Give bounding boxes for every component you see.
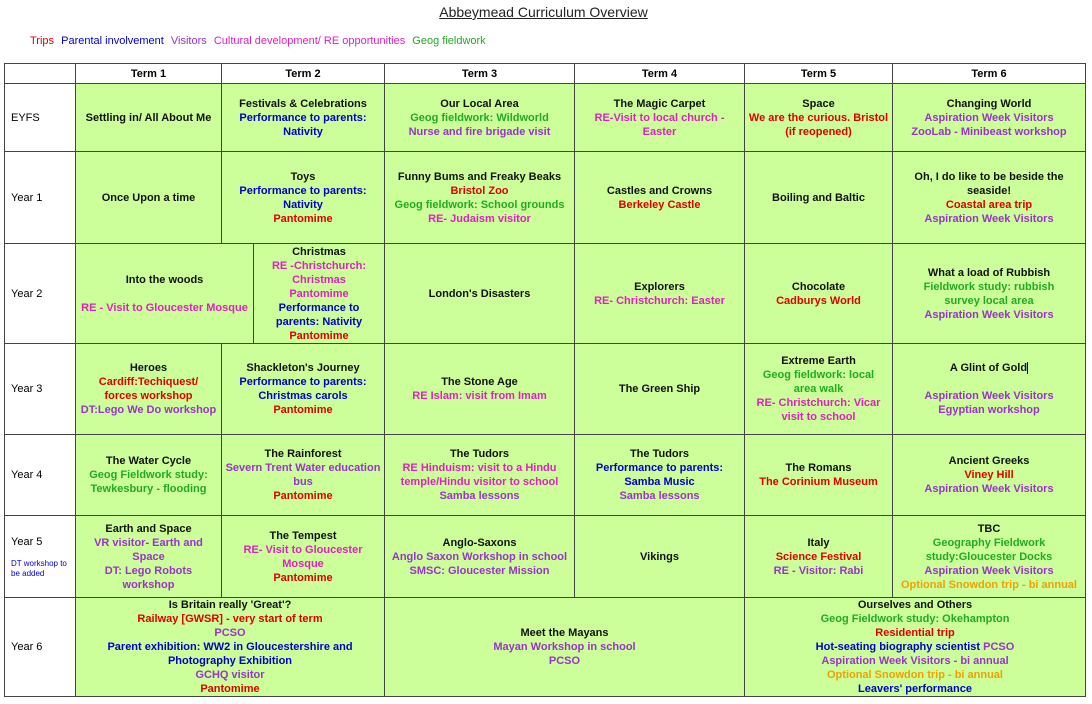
cell-y4-t6[interactable]: Ancient Greeks Viney Hill Aspiration Week Visitors xyxy=(893,435,1086,516)
cell-y2-t6[interactable]: What a load of Rubbish Fieldwork study: rubbish survey local area Aspiration Week Visitors xyxy=(893,244,1086,344)
dt-workshop-note: DT workshop to be added xyxy=(11,558,67,578)
cell-y2-t1-t2 xyxy=(76,244,385,344)
curriculum-table xyxy=(4,63,1086,697)
header-term3: Term 3 xyxy=(385,64,575,84)
header-term4: Term 4 xyxy=(575,64,745,84)
row-label: Year 6 xyxy=(5,598,76,697)
row-eyfs xyxy=(5,84,1086,152)
header-row xyxy=(5,64,1086,84)
legend-cultural: Cultural development/ RE opportunities xyxy=(213,35,406,47)
cell-y3-t5[interactable]: Extreme Earth Geog fieldwork: local area walk RE- Christchurch: Vicar visit to school xyxy=(745,344,893,435)
header-term1: Term 1 xyxy=(76,64,222,84)
cell-y5-t4[interactable]: Vikings xyxy=(575,516,745,598)
cell-y2-t3[interactable]: London's Disasters xyxy=(385,244,575,344)
cell-y1-t5[interactable]: Boiling and Baltic xyxy=(745,152,893,244)
cell-y4-t5[interactable]: The Romans The Corinium Museum xyxy=(745,435,893,516)
cell-eyfs-t6[interactable]: Changing World Aspiration Week Visitors ZooLab - Minibeast workshop xyxy=(893,84,1086,152)
cell-y6-t5-t6[interactable]: Ourselves and Others Geog Fieldwork study: Okehampton Residential trip Hot-seating biography scientist PCSO Aspiration Week Visitors - bi annual Optional Snowdon trip - bi annual Leavers' performance xyxy=(745,598,1086,697)
cell-y1-t6[interactable]: Oh, I do like to be beside the seaside! Coastal area trip Aspiration Week Visitors xyxy=(893,152,1086,244)
color-legend xyxy=(30,35,490,47)
cell-y5-t1[interactable]: Earth and Space VR visitor- Earth and Space DT: Lego Robots workshop xyxy=(76,516,222,598)
cell-y3-t1[interactable]: Heroes Cardiff:Techiquest/ forces workshop DT:Lego We Do workshop xyxy=(76,344,222,435)
header-term2: Term 2 xyxy=(222,64,385,84)
cell-eyfs-t5[interactable]: Space We are the curious. Bristol (if reopened) xyxy=(745,84,893,152)
cell-y5-t3[interactable]: Anglo-Saxons Anglo Saxon Workshop in school SMSC: Gloucester Mission xyxy=(385,516,575,598)
cell-y4-t2[interactable]: The Rainforest Severn Trent Water education bus Pantomime xyxy=(222,435,385,516)
cell-eyfs-t3[interactable]: Our Local Area Geog fieldwork: Wildworld Nurse and fire brigade visit xyxy=(385,84,575,152)
cell-eyfs-t1[interactable]: Settling in/ All About Me xyxy=(76,84,222,152)
cell-y3-t3[interactable]: The Stone Age RE Islam: visit from Imam xyxy=(385,344,575,435)
cell-y1-t3[interactable]: Funny Bums and Freaky Beaks Bristol Zoo Geog fieldwork: School grounds RE- Judaism visitor xyxy=(385,152,575,244)
row-label: Year 5 DT workshop to be added xyxy=(5,516,76,598)
legend-parental: Parental involvement xyxy=(61,35,164,47)
header-term5: Term 5 xyxy=(745,64,893,84)
row-label: EYFS xyxy=(5,84,76,152)
text-cursor xyxy=(1027,362,1028,374)
row-label: Year 2 xyxy=(5,244,76,344)
legend-geog: Geog fieldwork xyxy=(412,35,486,47)
cell-y6-t1-t2[interactable]: Is Britain really 'Great'? Railway [GWSR] - very start of term PCSO Parent exhibition: WW2 in Gloucestershire and Photography Exhibition GCHQ visitor Pantomime xyxy=(76,598,385,697)
row-label: Year 3 xyxy=(5,344,76,435)
cell-eyfs-t4[interactable]: The Magic Carpet RE-Visit to local church - Easter xyxy=(575,84,745,152)
cell-y1-t4[interactable]: Castles and Crowns Berkeley Castle xyxy=(575,152,745,244)
cell-y4-t1[interactable]: The Water Cycle Geog Fieldwork study: Tewkesbury - flooding xyxy=(76,435,222,516)
row-year6 xyxy=(5,598,1086,697)
row-label: Year 1 xyxy=(5,152,76,244)
cell-y2-t2[interactable]: Christmas RE -Christchurch: Christmas Pantomime Performance to parents: Nativity Pantomime xyxy=(271,245,367,342)
cell-y2-t1[interactable]: Into the woods RE - Visit to Gloucester Mosque xyxy=(76,244,254,343)
cell-y5-t2[interactable]: The Tempest RE- Visit to Gloucester Mosque Pantomime xyxy=(222,516,385,598)
row-year4 xyxy=(5,435,1086,516)
cell-y4-t4[interactable]: The Tudors Performance to parents: Samba Music Samba lessons xyxy=(575,435,745,516)
cell-y4-t3[interactable]: The Tudors RE Hinduism: visit to a Hindu temple/Hindu visitor to school Samba lessons xyxy=(385,435,575,516)
header-term6: Term 6 xyxy=(893,64,1086,84)
legend-visitors: Visitors xyxy=(170,35,207,47)
cell-y3-t4[interactable]: The Green Ship xyxy=(575,344,745,435)
row-year2 xyxy=(5,244,1086,344)
row-year1 xyxy=(5,152,1086,244)
row-year3 xyxy=(5,344,1086,435)
row-year5 xyxy=(5,516,1086,598)
cell-y1-t1[interactable]: Once Upon a time xyxy=(76,152,222,244)
cell-y2-t5[interactable]: Chocolate Cadburys World xyxy=(745,244,893,344)
legend-trips: Trips xyxy=(30,35,55,47)
page-title: Abbeymead Curriculum Overview xyxy=(439,4,648,20)
cell-y6-t3-t4[interactable]: Meet the Mayans Mayan Workshop in school PCSO xyxy=(385,598,745,697)
cell-y2-t4[interactable]: Explorers RE- Christchurch: Easter xyxy=(575,244,745,344)
row-label: Year 4 xyxy=(5,435,76,516)
cell-eyfs-t2[interactable]: Festivals & Celebrations Performance to parents: Nativity xyxy=(222,84,385,152)
cell-y5-t5[interactable]: Italy Science Festival RE - Visitor: Rabi xyxy=(745,516,893,598)
cell-y1-t2[interactable]: Toys Performance to parents: Nativity Pantomime xyxy=(222,152,385,244)
cell-y3-t2[interactable]: Shackleton's Journey Performance to parents: Christmas carols Pantomime xyxy=(222,344,385,435)
header-blank xyxy=(5,64,76,84)
cell-y3-t6[interactable]: A Glint of Gold Aspiration Week Visitors Egyptian workshop xyxy=(893,344,1086,435)
cell-y5-t6[interactable]: TBC Geography Fieldwork study:Gloucester Docks Aspiration Week Visitors Optional Snowdon trip - bi annual xyxy=(893,516,1086,598)
